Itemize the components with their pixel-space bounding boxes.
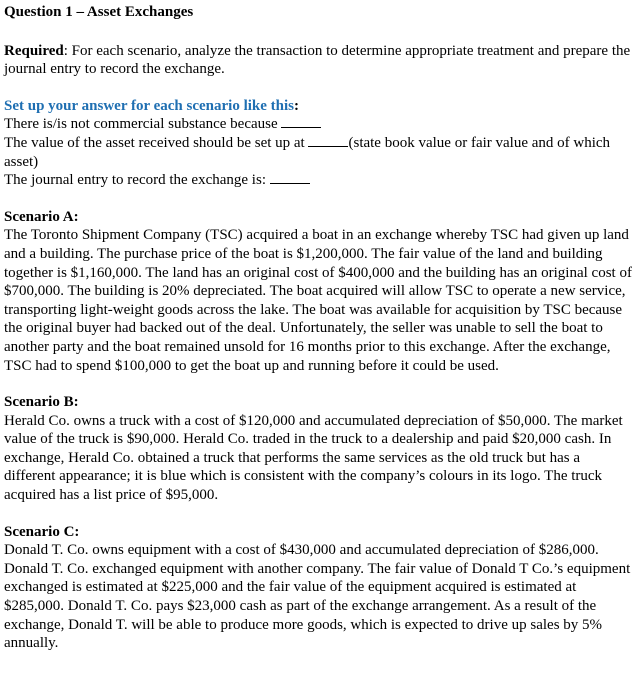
answer-setup-block — [4, 97, 632, 190]
setup-line3-text: The journal entry to record the exchange is: — [4, 172, 270, 189]
scenario-text: Donald T. Co. owns equipment with a cost of $430,000 and accumulated depreciation of $286,000. Donald T. Co. exchanged equipment with another company. The fair value of Donald T Co.’s equipment exchanged is estimated at $225,000 and the fair value of the equipment acquired is estimated at $285,000. Donald T. Co. pays $23,000 cash as part of the exchange arrangement. As a result of the exchange, Donald T. will be able to produce more goods, which is expected to drive up sales by 5% annually. — [4, 542, 631, 652]
setup-line-asset-value — [4, 134, 632, 171]
setup-line2-suffix: (state book value or fair value and of which asset) — [4, 134, 611, 170]
scenario-c — [4, 523, 632, 653]
blank-line — [281, 115, 321, 128]
blank-line — [270, 171, 310, 184]
setup-heading-colon: : — [294, 97, 300, 114]
scenario-a — [4, 208, 632, 375]
setup-line-commercial-substance — [4, 115, 632, 134]
scenario-text: Herald Co. owns a truck with a cost of $120,000 and accumulated depreciation of $50,000. The market value of the truck is $90,000. Herald Co. traded in the truck to a dealership and paid $20,000 cash. In exchange, Herald Co. obtained a truck that performs the same services as the old truck but has a different appearance; it is blue which is consistent with the company’s colours in its logo. The truck acquired has a list price of $95,000. — [4, 412, 623, 504]
required-text: : For each scenario, analyze the transaction to determine appropriate treatment and prepare the journal entry to record the exchange. — [4, 42, 631, 78]
required-label: Required — [4, 42, 64, 59]
scenario-heading: Scenario A: — [4, 208, 79, 225]
blank-line — [308, 134, 348, 147]
scenario-heading: Scenario B: — [4, 394, 79, 411]
scenario-b — [4, 393, 632, 505]
setup-heading-text: Set up your answer for each scenario like this — [4, 97, 295, 114]
scenario-text: The Toronto Shipment Company (TSC) acquired a boat in an exchange whereby TSC had given up land and a building. The purchase price of the boat is $1,200,000. The fair value of the land and building together is $1,160,000. The land has an original cost of $400,000 and the building has an original cost of $700,000. The building is 20% depreciated. The boat acquired will allow TSC to operate a new service, transporting light-weight goods across the lake. The boat was available for acquisition by TSC because the original buyer had backed out of the deal. Unfortunately, the seller was unable to sell the boat to another party and the boat remained unsold for 16 months prior to this exchange. After the exchange, TSC had to spend $100,000 to get the boat up and running before it could be used. — [4, 227, 632, 374]
setup-line-journal-entry — [4, 171, 632, 190]
setup-line1-text: There is/is not commercial substance because — [4, 116, 282, 133]
setup-heading — [4, 97, 632, 116]
required-paragraph — [4, 42, 632, 79]
scenario-heading: Scenario C: — [4, 523, 80, 540]
setup-line2-prefix: The value of the asset received should be set up at — [4, 134, 309, 151]
question-title: Question 1 – Asset Exchanges — [4, 4, 194, 20]
